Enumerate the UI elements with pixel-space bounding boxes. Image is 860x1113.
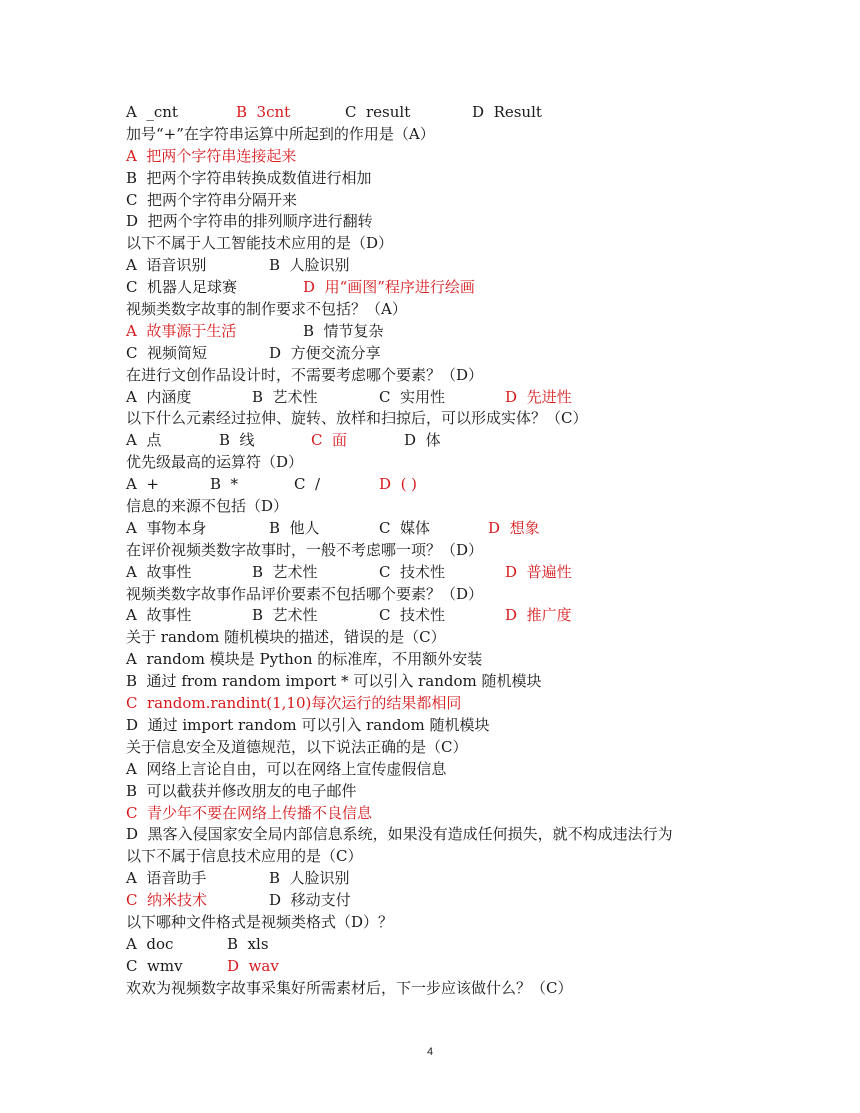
line-text: C 媒体 (379, 518, 431, 537)
line-text: B 人脸识别 (269, 869, 350, 888)
line-text: B xls (227, 934, 269, 953)
text-line (126, 759, 846, 781)
line-text: 以下不属于人工智能技术应用的是（D） (126, 234, 394, 253)
answer-text: D 先进性 (505, 387, 572, 406)
line-text: C / (294, 475, 321, 494)
line-text: 关于信息安全及道德规范，以下说法正确的是（C） (126, 737, 468, 756)
text-line (126, 781, 846, 803)
line-text: B 线 (219, 431, 255, 450)
text-line (126, 255, 846, 277)
text-line (126, 430, 846, 452)
text-line (126, 452, 846, 474)
text-line (126, 102, 846, 124)
text-line (126, 146, 846, 168)
line-text: C 实用性 (379, 387, 446, 406)
answer-text: D ( ) (379, 475, 418, 494)
text-line (126, 365, 846, 387)
line-text: 优先级最高的运算符（D） (126, 453, 304, 472)
line-text: C result (345, 103, 411, 121)
text-line (126, 824, 846, 846)
line-text: 以下哪种文件格式是视频类格式（D）？ (126, 912, 394, 931)
line-text: 视频类数字故事的制作要求不包括？（A） (126, 300, 407, 319)
line-text: D 把两个字符串的排列顺序进行翻转 (126, 212, 373, 231)
text-line (126, 343, 846, 365)
line-text: D 通过 import random 可以引入 random 随机模块 (126, 715, 490, 734)
answer-text: A 故事源于生活 (126, 321, 237, 340)
line-text: A 故事性 (126, 606, 192, 625)
answer-text: D 推广度 (505, 606, 572, 625)
text-line (126, 233, 846, 255)
text-line (126, 671, 846, 693)
text-line (126, 190, 846, 212)
line-text: 视频类数字故事作品评价要素不包括哪个要素？（D） (126, 584, 484, 603)
line-text: B 把两个字符串转换成数值进行相加 (126, 168, 372, 187)
line-text: C 技术性 (379, 562, 446, 581)
line-text: B 他人 (269, 518, 320, 537)
line-text: 在进行文创作品设计时，不需要考虑哪个要素？（D） (126, 365, 484, 384)
document-body (126, 102, 846, 1000)
line-text: B 情节复杂 (303, 321, 384, 340)
line-text: D 方便交流分享 (269, 343, 381, 362)
text-line (126, 605, 846, 627)
line-text: B 通过 from random import * 可以引入 random 随机模块 (126, 672, 542, 691)
answer-text: D wav (227, 956, 279, 975)
text-line (126, 211, 846, 233)
line-text: D 体 (404, 431, 441, 450)
line-text: 加号“+”在字符串运算中所起到的作用是（A） (126, 124, 435, 143)
line-text: B 艺术性 (252, 606, 318, 625)
line-text: A 语音助手 (126, 869, 207, 888)
answer-text: A 把两个字符串连接起来 (126, 146, 297, 165)
line-text: A 网络上言论自由，可以在网络上宣传虚假信息 (126, 759, 447, 778)
line-text: A random 模块是 Python 的标准库，不用额外安装 (126, 650, 483, 669)
text-line (126, 562, 846, 584)
answer-text: C 纳米技术 (126, 891, 208, 910)
text-line (126, 649, 846, 671)
text-line (126, 627, 846, 649)
text-line (126, 868, 846, 890)
text-line (126, 474, 846, 496)
text-line (126, 408, 846, 430)
line-text: B * (210, 475, 239, 494)
line-text: A 故事性 (126, 562, 192, 581)
line-text: C 技术性 (379, 606, 446, 625)
answer-text: C 面 (311, 431, 348, 450)
line-text: C 视频简短 (126, 343, 208, 362)
text-line (126, 803, 846, 825)
line-text: 以下什么元素经过拉伸、旋转、放样和扫掠后，可以形成实体？（C） (126, 409, 588, 428)
line-text: C wmv (126, 956, 183, 975)
line-text: C 把两个字符串分隔开来 (126, 190, 298, 209)
answer-text: C 青少年不要在网络上传播不良信息 (126, 803, 373, 822)
line-text: D 移动支付 (269, 891, 351, 910)
line-text: 信息的来源不包括（D） (126, 497, 289, 516)
text-line (126, 715, 846, 737)
text-line (126, 299, 846, 321)
line-text: 在评价视频类数字故事时，一般不考虑哪一项？（D） (126, 540, 484, 559)
line-text: A + (126, 475, 159, 494)
line-text: D 黑客入侵国家安全局内部信息系统，如果没有造成任何损失，就不构成违法行为 (126, 825, 673, 844)
text-line (126, 890, 846, 912)
line-text: A doc (126, 934, 174, 953)
line-text: A 内涵度 (126, 387, 192, 406)
text-line (126, 321, 846, 343)
line-text: C 机器人足球赛 (126, 278, 238, 297)
text-line (126, 584, 846, 606)
line-text: B 艺术性 (252, 562, 318, 581)
line-text: A 点 (126, 431, 162, 450)
line-text: B 艺术性 (252, 387, 318, 406)
line-text: A 语音识别 (126, 256, 207, 275)
text-line (126, 978, 846, 1000)
line-text: 以下不属于信息技术应用的是（C） (126, 847, 363, 866)
answer-text: D 普遍性 (505, 562, 572, 581)
answer-text: C random.randint(1,10)每次运行的结果都相同 (126, 694, 462, 713)
text-line (126, 518, 846, 540)
text-line (126, 277, 846, 299)
answer-text: B 3cnt (236, 103, 291, 121)
text-line (126, 956, 846, 978)
text-line (126, 387, 846, 409)
line-text: 欢欢为视频数字故事采集好所需素材后，下一步应该做什么？（C） (126, 978, 573, 997)
text-line (126, 168, 846, 190)
text-line (126, 912, 846, 934)
text-line (126, 846, 846, 868)
text-line (126, 737, 846, 759)
line-text: A _cnt (126, 103, 178, 121)
text-line (126, 693, 846, 715)
answer-text: D 想象 (488, 518, 540, 537)
page-number: 4 (426, 1046, 434, 1058)
line-text: A 事物本身 (126, 518, 207, 537)
text-line (126, 496, 846, 518)
line-text: 关于 random 随机模块的描述，错误的是（C） (126, 628, 446, 647)
text-line (126, 540, 846, 562)
answer-text: D 用“画图”程序进行绘画 (303, 278, 475, 297)
line-text: D Result (472, 103, 542, 121)
line-text: B 可以截获并修改朋友的电子邮件 (126, 781, 357, 800)
text-line (126, 124, 846, 146)
text-line (126, 934, 846, 956)
line-text: B 人脸识别 (269, 256, 350, 275)
